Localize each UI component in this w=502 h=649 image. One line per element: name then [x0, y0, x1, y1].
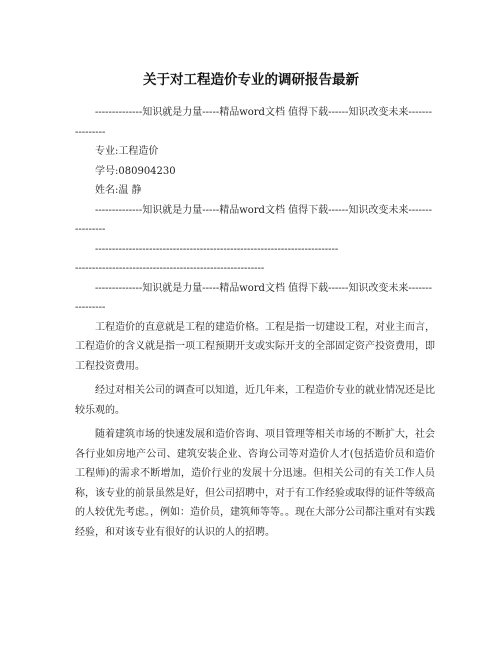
banner-line-1: --------------知识就是力量-----精品word文档 值得下载------知识改变未来----------------	[75, 107, 433, 138]
separator-segment-2: --------------------------------------------------------	[75, 263, 265, 274]
name-line: 姓名:温 静	[95, 185, 142, 196]
banner-line-2: --------------知识就是力量-----精品word文档 值得下载------知识改变未来----------------	[75, 204, 433, 235]
document-body	[75, 103, 435, 542]
document-title: 关于对工程造价专业的调研报告最新	[143, 72, 359, 88]
paragraph-survey: 经过对相关公司的调查可以知道，近几年来，工程造价专业的就业情况还是比较乐观的。	[75, 385, 435, 416]
banner-line-3: --------------知识就是力量-----精品word文档 值得下载------知识改变未来----------------	[75, 282, 433, 313]
student-id-line: 学号:080904230	[95, 165, 176, 177]
major-line: 专业:工程造价	[95, 146, 159, 157]
separator-segment-1: ------------------------------------------------------------------------	[95, 243, 339, 255]
paragraph-market: 随着建筑市场的快速发展和造价咨询、项目管理等相关市场的不断扩大，社会各行业如房地产公司、建筑安装企业、咨询公司等对造价人才(包括造价员和造价工程师)的需求不断增加，造价行业的发展十分迅速。但相关公司的有关工作人员称，该专业的前景虽然是好，但公司招聘中，对于有工作经验或取得的证件等级高的人较优先考虑。，例如：造价员，建筑师等等。。现在大部分公司都注重对有实践经验，和对该专业有很好的认识的人的招聘。	[75, 429, 435, 538]
separator-line	[75, 240, 435, 279]
paragraph-definition: 工程造价的直意就是工程的建造价格。工程是指一切建设工程，对业主而言，工程造价的含义就是指一项工程预期开支或实际开支的全部固定资产投资费用，即工程投资费用。	[75, 321, 435, 372]
